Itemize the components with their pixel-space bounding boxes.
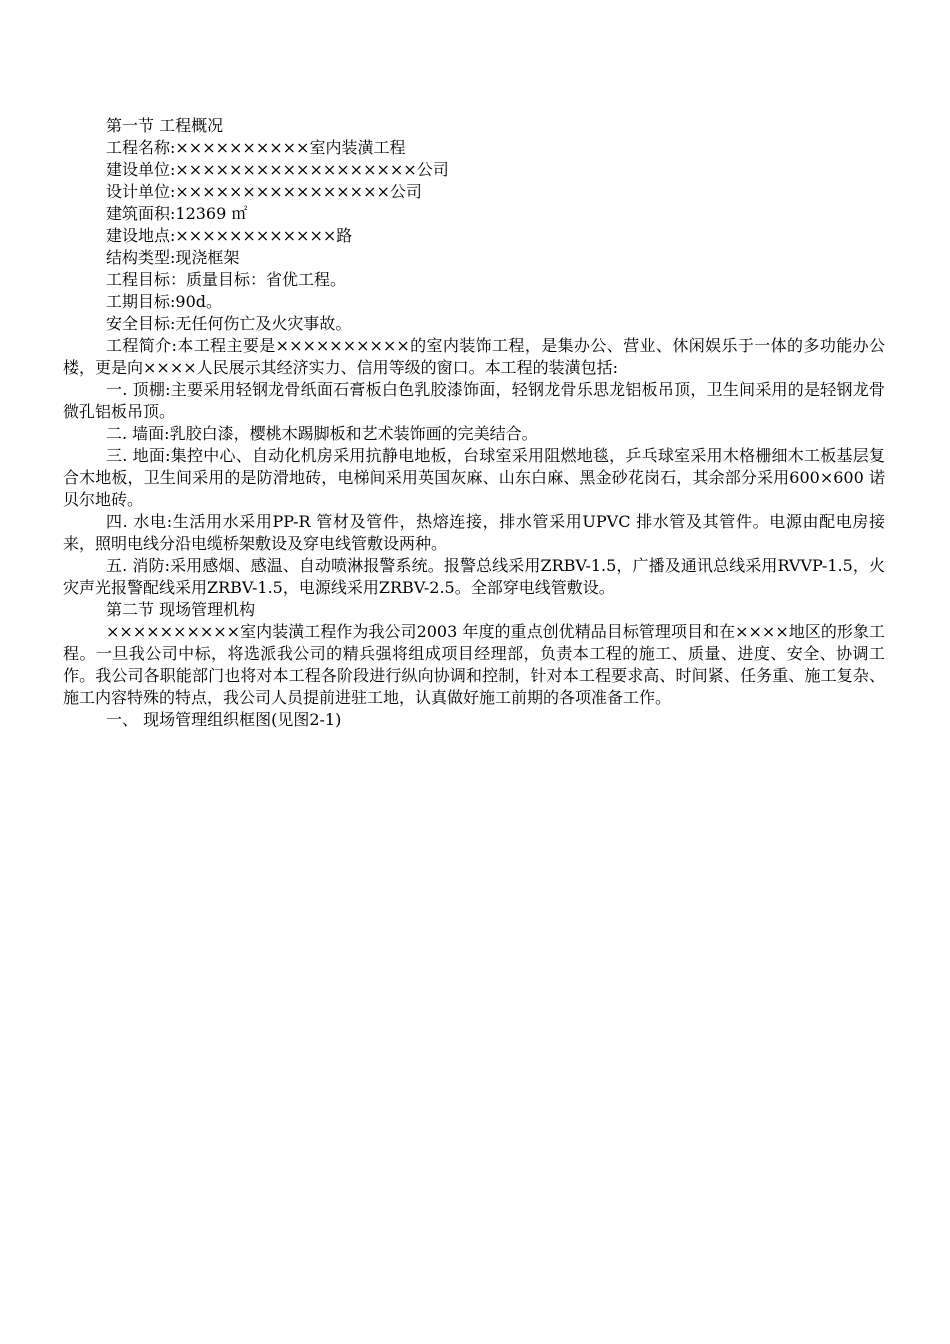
quality-goal: 工程目标：质量目标：省优工程。	[106, 270, 347, 289]
item-walls: 二. 墙面:乳胶白漆，樱桃木踢脚板和艺术装饰画的完美结合。	[106, 424, 538, 443]
section-2-title: 第二节 现场管理机构	[106, 600, 256, 619]
client-unit: 建设单位:××××××××××××××××××公司	[106, 160, 449, 179]
item-ceiling: 一. 顶棚:主要采用轻钢龙骨纸面石膏板白色乳胶漆饰面，轻钢龙骨乐思龙铝板吊顶，卫生间采用的是轻钢龙骨微孔铝板吊顶。	[63, 380, 885, 421]
safety-goal: 安全目标:无任何伤亡及火灾事故。	[106, 314, 352, 333]
project-name: 工程名称:××××××××××室内装潢工程	[106, 138, 406, 157]
project-intro: 工程简介:本工程主要是××××××××××的室内装饰工程，是集办公、营业、休闲娱乐于一体的多功能办公楼，更是向××××人民展示其经济实力、信用等级的窗口。本工程的装潢包括:	[63, 336, 885, 377]
design-unit: 设计单位:××××××××××××××××公司	[106, 182, 422, 201]
subsection-1-title: 一、 现场管理组织框图(见图2-1)	[106, 710, 342, 729]
building-area: 建筑面积:12369 ㎡	[106, 204, 248, 223]
item-fire-protection: 五. 消防:采用感烟、感温、自动喷淋报警系统。报警总线采用ZRBV-1.5，广播及通讯总线采用RVVP-1.5，火灾声光报警配线采用ZRBV-1.5，电源线采用ZRBV-2.5。全部穿电线管敷设。	[63, 556, 885, 597]
structure-type: 结构类型:现浇框架	[106, 248, 240, 267]
document-body	[63, 115, 885, 731]
schedule-goal: 工期目标:90d。	[106, 292, 222, 311]
section-2-body: ××××××××××室内装潢工程作为我公司2003 年度的重点创优精品目标管理项目和在××××地区的形象工程。一旦我公司中标，将选派我公司的精兵强将组成项目经理部，负责本工程的施工、质量、进度、安全、协调工作。我公司各职能部门也将对本工程各阶段进行纵向协调和控制，针对本工程要求高、时间紧、任务重、施工复杂、施工内容特殊的特点，我公司人员提前进驻工地，认真做好施工前期的各项准备工作。	[63, 622, 885, 707]
building-location: 建设地点:××××××××××××路	[106, 226, 353, 245]
section-1-title: 第一节 工程概况	[106, 116, 224, 135]
item-floors: 三. 地面:集控中心、自动化机房采用抗静电地板，台球室采用阻燃地毯，乒乓球室采用木格栅细木工板基层复合木地板，卫生间采用的是防滑地砖，电梯间采用英国灰麻、山东白麻、黑金砂花岗石，其余部分采用600×600 诺贝尔地砖。	[63, 446, 885, 509]
item-plumbing-electrical: 四. 水电:生活用水采用PP-R 管材及管件，热熔连接，排水管采用UPVC 排水管及其管件。电源由配电房接来，照明电线分沿电缆桥架敷设及穿电线管敷设两种。	[63, 512, 885, 553]
